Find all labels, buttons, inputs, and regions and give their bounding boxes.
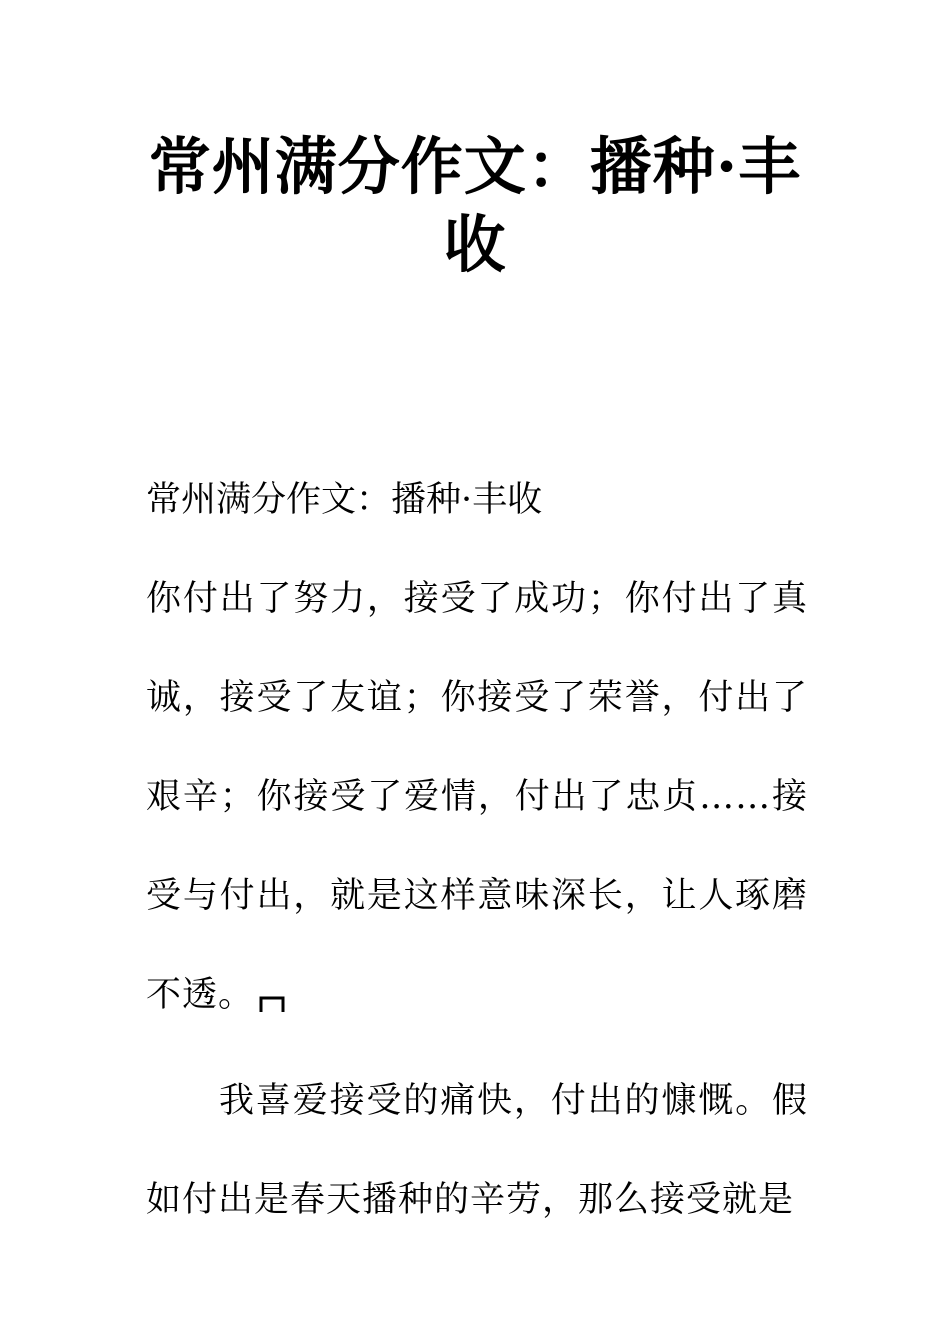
corner-bracket-mark-icon xyxy=(258,954,286,976)
paragraph-2: 我喜爱接受的痛快，付出的慷慨。假如付出是春天播种的辛劳，那么接受就是 xyxy=(146,1081,808,1220)
paragraph-1-text: 你付出了努力，接受了成功；你付出了真诚，接受了友谊；你接受了荣誉，付出了艰辛；你接受了爱情，付出了忠贞……接受与付出，就是这样意味深长，让人琢磨不透。 xyxy=(146,579,808,1015)
document-title: 常州满分作文：播种·丰收 xyxy=(148,130,802,281)
document-subtitle: 常州满分作文：播种·丰收 xyxy=(146,480,543,520)
paragraph-1 xyxy=(146,550,808,1045)
